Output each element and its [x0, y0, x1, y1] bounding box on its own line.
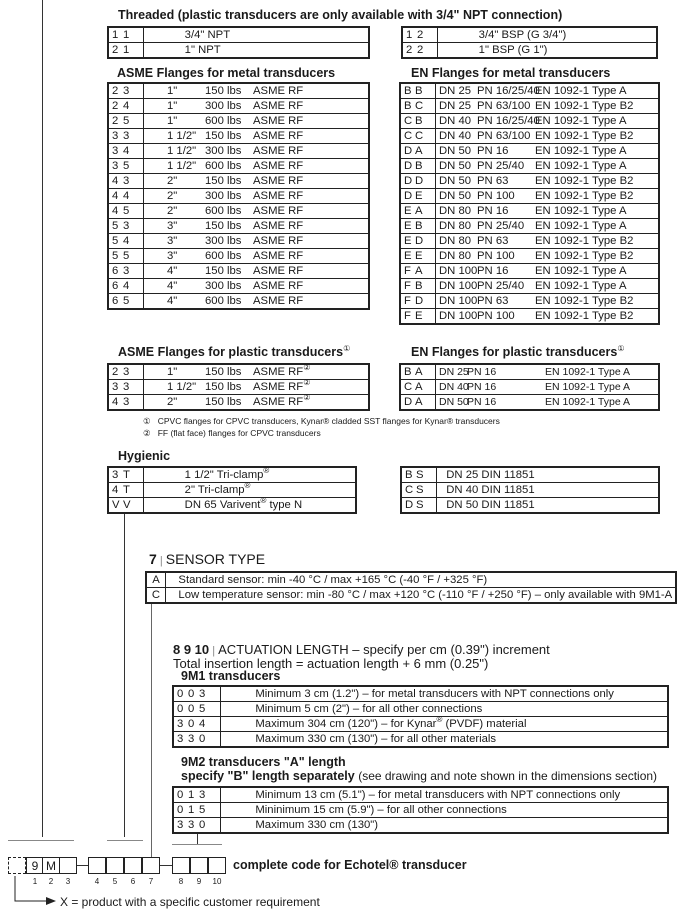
table-row	[108, 159, 369, 174]
description-cell: 1 1/2" 150 lbs ASME RF	[144, 129, 370, 144]
code-cell: 0 0 3	[173, 686, 221, 702]
table-row	[108, 249, 369, 264]
description-cell: DN 80 PN 63 EN 1092-1 Type B2	[436, 234, 660, 249]
sensor-type-table	[145, 571, 677, 604]
bracket-4-6	[107, 840, 143, 841]
table-row	[108, 483, 356, 498]
description-cell: 1 1/2" 300 lbs ASME RF	[144, 144, 370, 159]
description-cell: DN 25PN 16 EN 1092-1 Type A	[436, 364, 660, 380]
table-row	[400, 294, 659, 309]
table-row	[173, 732, 668, 748]
table-row	[173, 818, 668, 834]
code-cell: 3 0 4	[173, 717, 221, 732]
description-cell: DN 80 PN 16 EN 1092-1 Type A	[436, 204, 660, 219]
table-row	[146, 588, 676, 604]
code-cell: A	[146, 572, 166, 588]
code-cell: 0 0 5	[173, 702, 221, 717]
description-cell: Minimum 13 cm (5.1") – for metal transducers with NPT connections only	[221, 787, 669, 803]
code-cell: F D	[400, 294, 436, 309]
table-row	[108, 174, 369, 189]
code-cell: B C	[400, 99, 436, 114]
table-row	[108, 43, 369, 59]
description-cell: 3" 150 lbs ASME RF	[144, 219, 370, 234]
description-cell: Minimum 5 cm (2") – for all other connections	[221, 702, 669, 717]
description-cell: 3/4" BSP (G 3/4")	[438, 27, 658, 43]
code-cell: 2 5	[108, 114, 144, 129]
code-box-4[interactable]	[88, 857, 106, 874]
complete-code-label: complete code for Echotel® transducer	[233, 858, 467, 872]
code-cell: D B	[400, 159, 436, 174]
description-cell: 1 1/2" 600 lbs ASME RF	[144, 159, 370, 174]
description-cell: 2" 150 lbs ASME RF	[144, 174, 370, 189]
connector-line-4-5	[124, 513, 125, 837]
description-cell: DN 80 PN 25/40 EN 1092-1 Type A	[436, 219, 660, 234]
code-box-1[interactable]: 9	[26, 857, 44, 874]
description-cell: DN 100PN 16 EN 1092-1 Type A	[436, 264, 660, 279]
table-row	[173, 702, 668, 717]
code-cell: 5 5	[108, 249, 144, 264]
actuation-subtitle: Total insertion length = actuation length + 6 mm (0.25")	[173, 656, 489, 671]
table-row	[401, 483, 659, 498]
code-cell: 3 T	[108, 467, 144, 483]
table-row	[401, 467, 659, 483]
table-row	[400, 83, 659, 99]
table-row	[173, 803, 668, 818]
connector-line-1	[42, 0, 43, 837]
description-cell: 2" 600 lbs ASME RF	[144, 204, 370, 219]
en-metal-table	[399, 82, 660, 325]
description-cell: Maximum 304 cm (120") – for Kynar® (PVDF) material	[221, 717, 669, 732]
code-cell: 3 3	[108, 129, 144, 144]
code-x-box[interactable]	[8, 857, 26, 874]
table-row	[402, 43, 657, 59]
table-row	[108, 219, 369, 234]
table-row	[400, 174, 659, 189]
code-cell: 1 2	[402, 27, 438, 43]
table-row	[108, 467, 356, 483]
code-cell: 2 3	[108, 83, 144, 99]
table-row	[400, 309, 659, 325]
m2-title: 9M2 transducers "A" length	[181, 755, 346, 769]
sensor-type-heading: 7 | SENSOR TYPE	[149, 551, 266, 567]
code-cell: E E	[400, 249, 436, 264]
description-cell: 1" BSP (G 1")	[438, 43, 658, 59]
position-number: 6	[130, 877, 136, 886]
table-row	[400, 189, 659, 204]
customer-requirement-note: X = product with a specific customer requirement	[60, 895, 320, 909]
code-separator	[160, 865, 172, 866]
position-number: 3	[65, 877, 71, 886]
code-cell: E D	[400, 234, 436, 249]
arrow-icon	[12, 876, 60, 908]
footnote-1: ① CPVC flanges for CPVC transducers, Kynar® cladded SST flanges for Kynar® transducers	[143, 416, 500, 426]
code-box-10[interactable]	[208, 857, 226, 874]
table-row	[173, 717, 668, 732]
table-row	[108, 294, 369, 310]
position-number: 10	[212, 877, 222, 886]
table-row	[108, 27, 369, 43]
code-cell: D S	[401, 498, 437, 514]
position-number: 5	[112, 877, 118, 886]
code-cell: 2 2	[402, 43, 438, 59]
table-row	[108, 380, 369, 395]
table-row	[108, 279, 369, 294]
code-cell: E A	[400, 204, 436, 219]
table-row	[108, 204, 369, 219]
table-row	[108, 83, 369, 99]
description-cell: 1" 150 lbs ASME RF②	[144, 364, 370, 380]
description-cell: DN 25 PN 63/100 EN 1092-1 Type B2	[436, 99, 660, 114]
code-cell: 3 3 0	[173, 732, 221, 748]
table-row	[108, 114, 369, 129]
description-cell: DN 100PN 25/40 EN 1092-1 Type A	[436, 279, 660, 294]
code-cell: B B	[400, 83, 436, 99]
code-cell: C	[146, 588, 166, 604]
table-row	[400, 114, 659, 129]
code-cell: C S	[401, 483, 437, 498]
footnote-2: ② FF (flat face) flanges for CPVC transducers	[143, 428, 321, 438]
description-cell: DN 25 PN 16/25/40EN 1092-1 Type A	[436, 83, 660, 99]
bracket-8-10	[172, 844, 222, 845]
en-metal-title: EN Flanges for metal transducers	[411, 66, 611, 80]
en-plastic-table	[399, 363, 660, 411]
description-cell: 3" 300 lbs ASME RF	[144, 234, 370, 249]
description-cell: DN 40 PN 63/100 EN 1092-1 Type B2	[436, 129, 660, 144]
description-cell: DN 50 PN 25/40 EN 1092-1 Type A	[436, 159, 660, 174]
code-box-9[interactable]	[190, 857, 208, 874]
description-cell: Minimum 3 cm (1.2") – for metal transducers with NPT connections only	[221, 686, 669, 702]
table-row	[108, 129, 369, 144]
description-cell: 1 1/2" Tri-clamp®	[144, 467, 357, 483]
description-cell: DN 100PN 100 EN 1092-1 Type B2	[436, 309, 660, 325]
table-row	[108, 364, 369, 380]
table-row	[400, 129, 659, 144]
description-cell: DN 40PN 16 EN 1092-1 Type A	[436, 380, 660, 395]
table-row	[400, 204, 659, 219]
description-cell: Mininimum 15 cm (5.9") – for all other connections	[221, 803, 669, 818]
description-cell: 1" NPT	[144, 43, 370, 59]
threaded-table-left	[107, 26, 370, 59]
table-row	[108, 234, 369, 249]
code-cell: D A	[400, 395, 436, 411]
description-cell: DN 50 PN 100 EN 1092-1 Type B2	[436, 189, 660, 204]
description-cell: 4" 300 lbs ASME RF	[144, 279, 370, 294]
code-cell: 0 1 3	[173, 787, 221, 803]
code-cell: B A	[400, 364, 436, 380]
description-cell: 2" 300 lbs ASME RF	[144, 189, 370, 204]
description-cell: 1" 300 lbs ASME RF	[144, 99, 370, 114]
code-box-6[interactable]	[124, 857, 142, 874]
code-cell: 2 4	[108, 99, 144, 114]
asme-metal-table	[107, 82, 370, 310]
code-cell: 0 1 5	[173, 803, 221, 818]
code-cell: 2 3	[108, 364, 144, 380]
table-row	[400, 395, 659, 411]
table-row	[108, 395, 369, 411]
table-row	[146, 572, 676, 588]
m1-title: 9M1 transducers	[181, 669, 281, 683]
description-cell: DN 65 Varivent® type N	[144, 498, 357, 514]
description-cell: 1 1/2" 150 lbs ASME RF②	[144, 380, 370, 395]
code-cell: B S	[401, 467, 437, 483]
code-cell: D D	[400, 174, 436, 189]
code-cell: 6 4	[108, 279, 144, 294]
code-box-3[interactable]	[59, 857, 77, 874]
description-cell: 4" 150 lbs ASME RF	[144, 264, 370, 279]
code-box-8[interactable]	[172, 857, 190, 874]
bracket-1-3	[8, 840, 74, 841]
code-cell: 4 3	[108, 395, 144, 411]
description-cell: DN 50 PN 16 EN 1092-1 Type A	[436, 144, 660, 159]
threaded-table-right	[401, 26, 658, 59]
table-row	[400, 219, 659, 234]
description-cell: DN 50 PN 63 EN 1092-1 Type B2	[436, 174, 660, 189]
description-cell: Standard sensor: min -40 °C / max +165 °C (-40 °F / +325 °F)	[166, 572, 677, 588]
table-row	[108, 144, 369, 159]
table-row	[400, 249, 659, 264]
position-number: 9	[196, 877, 202, 886]
code-cell: D A	[400, 144, 436, 159]
code-cell: C A	[400, 380, 436, 395]
code-cell: 3 3 0	[173, 818, 221, 834]
code-separator	[77, 865, 88, 866]
table-row	[400, 159, 659, 174]
code-cell: D E	[400, 189, 436, 204]
description-cell: 1" 600 lbs ASME RF	[144, 114, 370, 129]
code-cell: C C	[400, 129, 436, 144]
table-row	[173, 686, 668, 702]
description-cell: DN 40 DIN 11851	[437, 483, 660, 498]
code-cell: 3 5	[108, 159, 144, 174]
position-number: 1	[32, 877, 38, 886]
code-box-7[interactable]	[142, 857, 160, 874]
table-row	[400, 364, 659, 380]
table-row	[402, 27, 657, 43]
position-number: 2	[48, 877, 54, 886]
position-number: 4	[94, 877, 100, 886]
actuation-heading: 8 9 10 | ACTUATION LENGTH – specify per cm (0.39") increment	[173, 642, 550, 657]
table-row	[400, 99, 659, 114]
asme-plastic-title: ASME Flanges for plastic transducers①	[118, 343, 351, 359]
code-cell: 6 3	[108, 264, 144, 279]
description-cell: 4" 600 lbs ASME RF	[144, 294, 370, 310]
code-box-5[interactable]	[106, 857, 124, 874]
position-number: 7	[148, 877, 154, 886]
description-cell: 2" 150 lbs ASME RF②	[144, 395, 370, 411]
code-cell: 4 3	[108, 174, 144, 189]
code-cell: 4 5	[108, 204, 144, 219]
description-cell: DN 50 DIN 11851	[437, 498, 660, 514]
description-cell: DN 100PN 63 EN 1092-1 Type B2	[436, 294, 660, 309]
asme-plastic-table	[107, 363, 370, 411]
description-cell: 1" 150 lbs ASME RF	[144, 83, 370, 99]
table-row	[108, 189, 369, 204]
table-row	[400, 279, 659, 294]
position-number: 8	[178, 877, 184, 886]
hygienic-title: Hygienic	[118, 449, 171, 463]
hygienic-table-right	[400, 466, 660, 514]
table-row	[401, 498, 659, 514]
table-row	[108, 498, 356, 514]
description-cell: Low temperature sensor: min -80 °C / max +120 °C (-110 °F / +250 °F) – only available with 9M1-A	[166, 588, 677, 604]
connector-line-7	[151, 602, 152, 857]
code-cell: V V	[108, 498, 144, 514]
table-row	[400, 144, 659, 159]
code-cell: 6 5	[108, 294, 144, 310]
m2-table	[172, 786, 669, 834]
description-cell: Maximum 330 cm (130") – for all other materials	[221, 732, 669, 748]
code-cell: 2 1	[108, 43, 144, 59]
table-row	[400, 264, 659, 279]
code-cell: 4 4	[108, 189, 144, 204]
code-cell: 4 T	[108, 483, 144, 498]
code-cell: 3 4	[108, 144, 144, 159]
code-cell: 5 4	[108, 234, 144, 249]
description-cell: DN 40 PN 16/25/40EN 1092-1 Type A	[436, 114, 660, 129]
code-cell: 3 3	[108, 380, 144, 395]
en-plastic-title: EN Flanges for plastic transducers①	[411, 343, 625, 359]
description-cell: 3/4" NPT	[144, 27, 370, 43]
description-cell: DN 50PN 16 EN 1092-1 Type A	[436, 395, 660, 411]
table-row	[173, 787, 668, 803]
code-cell: C B	[400, 114, 436, 129]
table-row	[108, 264, 369, 279]
description-cell: 2" Tri-clamp®	[144, 483, 357, 498]
table-row	[108, 99, 369, 114]
connector-line-8-10	[197, 834, 198, 844]
m2-subtitle: specify "B" length separately (see drawing and note shown in the dimensions section)	[181, 769, 658, 783]
table-row	[400, 234, 659, 249]
table-row	[400, 380, 659, 395]
code-cell: F A	[400, 264, 436, 279]
description-cell: DN 80 PN 100 EN 1092-1 Type B2	[436, 249, 660, 264]
code-cell: F E	[400, 309, 436, 325]
hygienic-table-left	[107, 466, 357, 514]
description-cell: 3" 600 lbs ASME RF	[144, 249, 370, 264]
m1-table	[172, 685, 669, 748]
code-cell: F B	[400, 279, 436, 294]
asme-metal-title: ASME Flanges for metal transducers	[117, 66, 336, 80]
threaded-title: Threaded (plastic transducers are only available with 3/4" NPT connection)	[118, 8, 563, 22]
code-box-2[interactable]: M	[42, 857, 60, 874]
code-cell: 5 3	[108, 219, 144, 234]
description-cell: DN 25 DIN 11851	[437, 467, 660, 483]
code-cell: 1 1	[108, 27, 144, 43]
description-cell: Maximum 330 cm (130")	[221, 818, 669, 834]
code-cell: E B	[400, 219, 436, 234]
